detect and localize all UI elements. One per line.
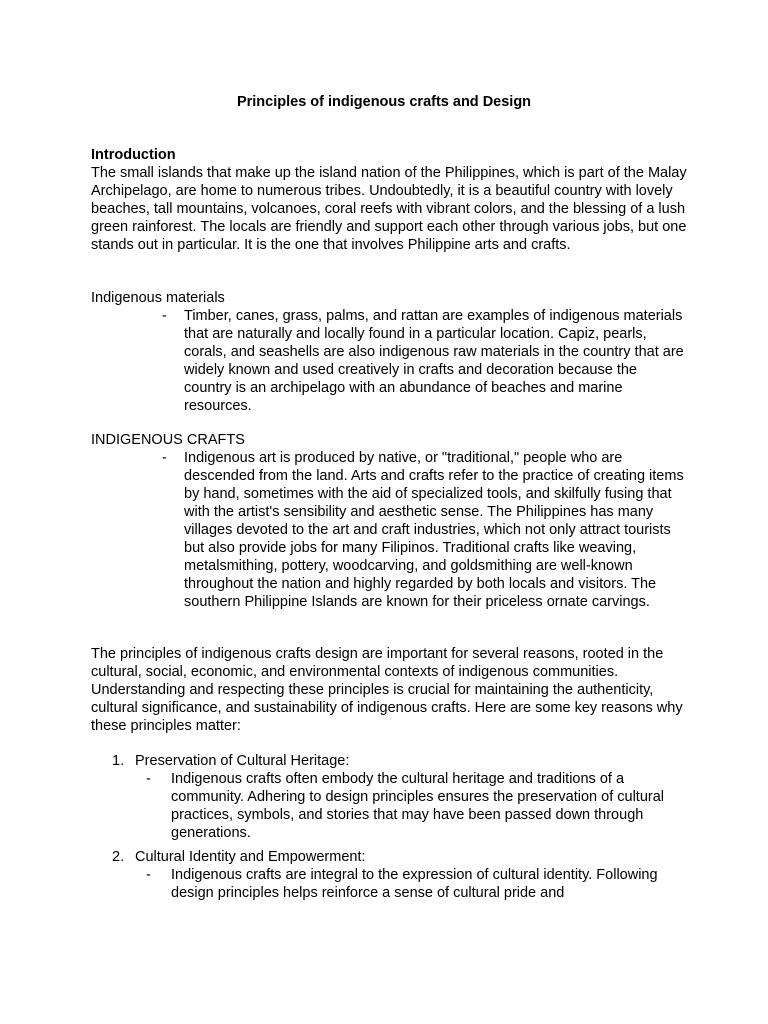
bullet-dash: -	[162, 308, 167, 324]
bullet-dash: -	[146, 771, 151, 787]
introduction-heading: Introduction	[91, 147, 176, 163]
materials-bullet-item	[162, 307, 688, 415]
introduction-section	[91, 146, 691, 254]
materials-heading: Indigenous materials	[91, 290, 225, 306]
list-item-bullet	[146, 866, 686, 902]
bullet-dash: -	[162, 450, 167, 466]
crafts-heading: INDIGENOUS CRAFTS	[91, 432, 245, 448]
list-item-label: Cultural Identity and Empowerment:	[135, 849, 366, 865]
introduction-paragraph: The small islands that make up the island nation of the Philippines, which is part of the Malay Archipelago, are home to numerous tribes. Undoubtedly, it is a beautiful country with lovely beaches, tall mountains, volcanoes, coral reefs with vibrant colors, and the blessing of a lush green rainforest. The locals are friendly and support each other through various jobs, but one stands out in particular. It is the one that involves Philippine arts and crafts.	[91, 165, 687, 253]
list-item-bullet-text: Indigenous crafts often embody the cultural heritage and traditions of a community. Adhering to design principles ensures the preservation of cultural practices, symbols, and stories that may have been passed down through generations.	[171, 771, 664, 841]
list-item-bullet	[146, 770, 686, 842]
list-item-number: 1.	[112, 753, 125, 769]
list-item-bullet-text: Indigenous crafts are integral to the expression of cultural identity. Following design principles helps reinforce a sense of cultural pride and	[171, 867, 658, 901]
list-item-number: 2.	[112, 849, 125, 865]
bullet-dash: -	[146, 867, 151, 883]
crafts-bullet-text: Indigenous art is produced by native, or "traditional," people who are descended from the land. Arts and crafts refer to the practice of creating items by hand, sometimes with the aid of specialized tools, and skilfully fusing that with the artist's sensibility and aesthetic sense. The Philippines has many villages devoted to the art and craft industries, which not only attract tourists but also provide jobs for many Filipinos. Traditional crafts like weaving, metalsmithing, pottery, woodcarving, and goldsmithing are well-known throughout the nation and highly regarded by both locals and visitors. The southern Philippine Islands are known for their priceless ornate carvings.	[184, 450, 684, 610]
list-item-label: Preservation of Cultural Heritage:	[135, 753, 350, 769]
document-title: Principles of indigenous crafts and Design	[236, 94, 532, 110]
materials-bullet-text: Timber, canes, grass, palms, and rattan are examples of indigenous materials that are naturally and locally found in a particular location. Capiz, pearls, corals, and seashells are also indigenous raw materials in the country that are widely known and used creatively in crafts and decoration because the country is an archipelago with an abundance of beaches and marine resources.	[184, 308, 684, 414]
principles-paragraph: The principles of indigenous crafts design are important for several reasons, rooted in the cultural, social, economic, and environmental contexts of indigenous communities. Understanding and respecting these principles is crucial for maintaining the authenticity, cultural significance, and sustainability of indigenous crafts. Here are some key reasons why these principles matter:	[91, 646, 683, 734]
crafts-bullet-item	[162, 449, 688, 611]
